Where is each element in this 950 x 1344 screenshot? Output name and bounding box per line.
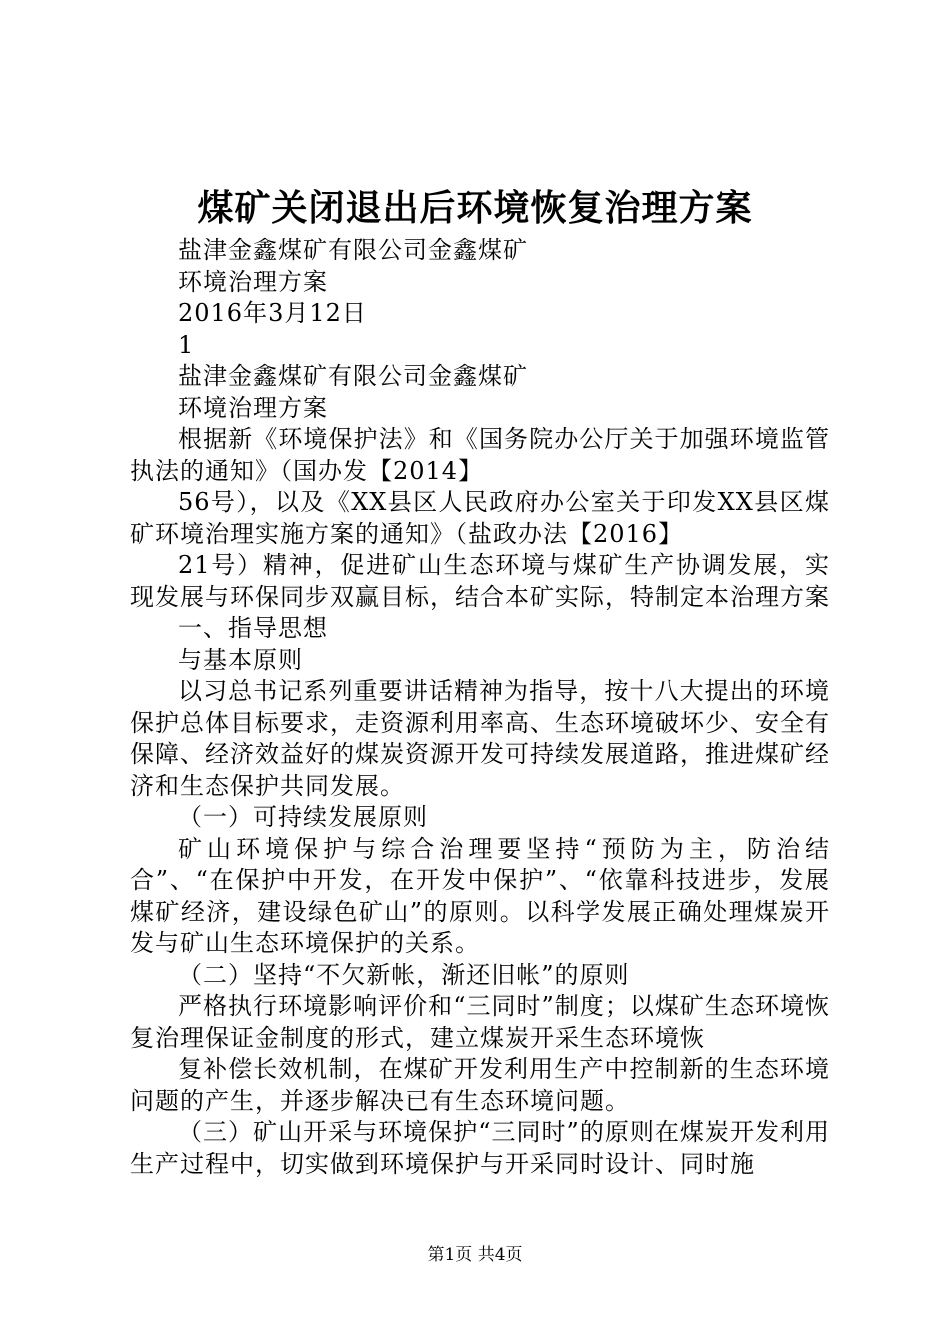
page-footer: 第1页 共4页: [427, 1245, 523, 1265]
paragraph: 1: [178, 330, 195, 359]
paragraph: 与基本原则: [178, 645, 303, 674]
paragraph: 以习总书记系列重要讲话精神为指导，按十八大提出的环境保护总体目标要求，走资源利用率高、生态环境破坏少、安全有保障、经济效益好的煤炭资源开发可持续发展道路，推进煤矿经济和生态保护共同发展。: [130, 677, 830, 800]
section-heading: 一、指导思想: [178, 614, 328, 642]
paragraph: 环境治理方案: [178, 393, 328, 422]
subsection-heading: （一）可持续发展原则: [178, 803, 428, 831]
subsection-heading: （二）坚持“不欠新帐，渐还旧帐”的原则: [178, 960, 630, 989]
document-body: [130, 235, 830, 1180]
paragraph: 矿山环境保护与综合治理要坚持“预防为主，防治结合”、“在保护中开发，在开发中保护”、“依靠科技进步，发展煤矿经济，建设绿色矿山”的原则。以科学发展正确处理煤炭开发与矿山生态环境保护的关系。: [130, 834, 830, 957]
paragraph: 严格执行环境影响评价和“三同时”制度；以煤矿生态环境恢复治理保证金制度的形式，建立煤炭开采生态环境恢: [130, 992, 830, 1052]
paragraph: 根据新《环境保护法》和《国务院办公厅关于加强环境监管执法的通知》（国办发【2014】: [130, 425, 830, 485]
paragraph: 21号）精神，促进矿山生态环境与煤矿生产协调发展，实现发展与环保同步双赢目标，结合本矿实际，特制定本治理方案: [130, 551, 830, 611]
paragraph: 盐津金鑫煤矿有限公司金鑫煤矿: [178, 236, 528, 264]
paragraph: （三）矿山开采与环境保护“三同时”的原则在煤炭开发利用生产过程中，切实做到环境保护与开采同时设计、同时施: [130, 1118, 830, 1178]
paragraph: 2016年3月12日: [178, 299, 367, 327]
paragraph: 56号），以及《XX县区人民政府办公室关于印发XX县区煤矿环境治理实施方案的通知》（盐政办法【2016】: [130, 488, 830, 548]
paragraph: 环境治理方案: [178, 267, 328, 296]
paragraph: 盐津金鑫煤矿有限公司金鑫煤矿: [178, 362, 528, 390]
paragraph: 复补偿长效机制，在煤矿开发利用生产中控制新的生态环境问题的产生，并逐步解决已有生态环境问题。: [130, 1055, 830, 1115]
document-title: 煤矿关闭退出后环境恢复治理方案: [197, 187, 753, 229]
